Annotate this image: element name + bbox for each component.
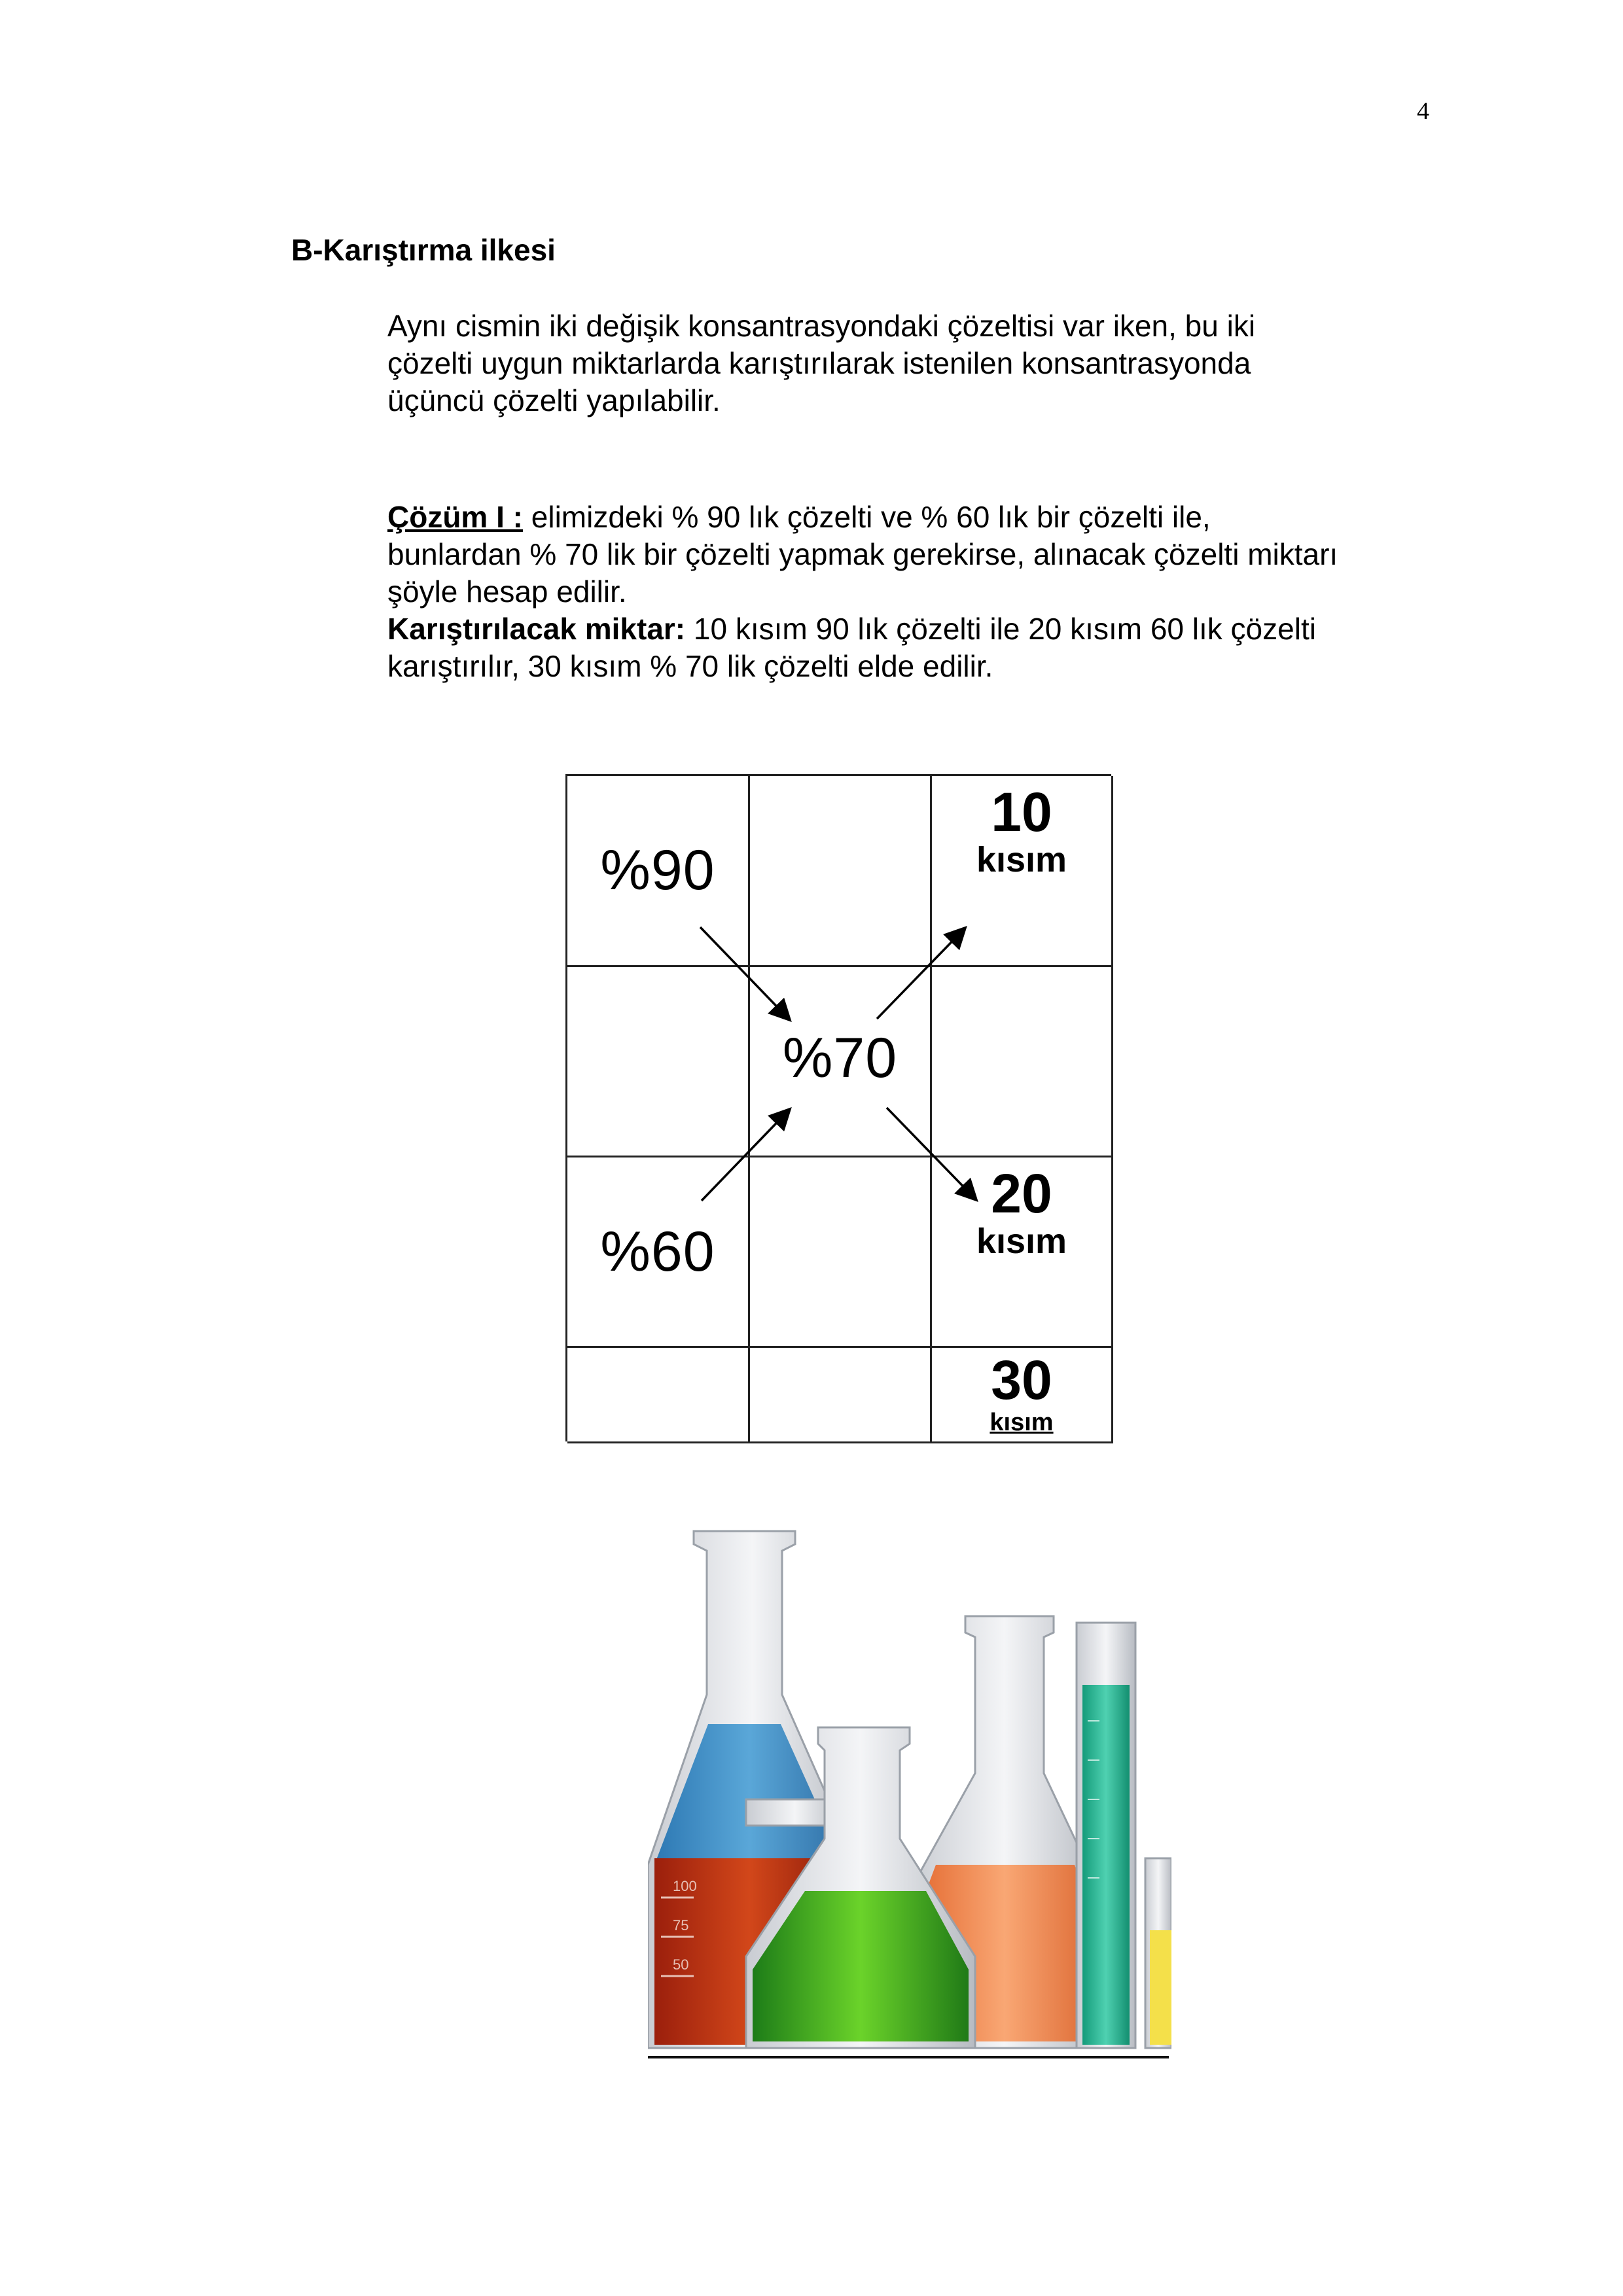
part-low-number: 20: [991, 1163, 1052, 1224]
image-baseline: [648, 2056, 1169, 2058]
total-unit: kısım: [990, 1409, 1054, 1436]
mix-label: Karıştırılacak miktar:: [387, 612, 686, 646]
page-number: 4: [1417, 97, 1429, 125]
solution-line: karıştırılır, 30 kısım % 70 lik çözelti elde edilir.: [387, 649, 993, 683]
solution-line1-text: elimizdeki % 90 lık çözelti ve % 60 lık bir çözelti ile,: [522, 500, 1211, 534]
high-concentration: %90: [600, 839, 715, 902]
intro-line: üçüncü çözelti yapılabilir.: [387, 383, 721, 417]
part-low-unit: kısım: [976, 1222, 1067, 1261]
svg-text:75: 75: [673, 1917, 689, 1934]
solution-line: bunlardan % 70 lik bir çözelti yapmak gerekirse, alınacak çözelti miktarı: [387, 537, 1338, 571]
low-concentration: %60: [600, 1220, 715, 1283]
svg-text:100: 100: [673, 1878, 697, 1894]
arrow-target-to-part-high: [877, 929, 964, 1019]
tube-yellow: [1145, 1858, 1171, 2048]
cylinder-teal: [1077, 1623, 1135, 2048]
arrow-target-to-part-low: [887, 1108, 975, 1199]
lab-glassware-image: [648, 1525, 1171, 2055]
target-concentration: %70: [782, 1027, 898, 1089]
arrow-high-to-target: [700, 927, 789, 1019]
svg-text:50: 50: [673, 1956, 689, 1973]
intro-line: Aynı cismin iki değişik konsantrasyondaki çözeltisi var iken, bu iki: [387, 309, 1256, 343]
solution-line: şöyle hesap edilir.: [387, 574, 627, 609]
total-number: 30: [991, 1349, 1052, 1411]
part-high-number: 10: [991, 781, 1052, 843]
solution-label: Çözüm I :: [387, 500, 523, 534]
part-high-unit: kısım: [976, 840, 1067, 879]
intro-line: çözelti uygun miktarlarda karıştırılarak istenilen konsantrasyonda: [387, 346, 1251, 380]
section-heading: B-Karıştırma ilkesi: [291, 233, 556, 267]
arrow-low-to-target: [702, 1110, 789, 1201]
mix-text: 10 kısım 90 lık çözelti ile 20 kısım 60 lık çözelti: [685, 612, 1316, 646]
